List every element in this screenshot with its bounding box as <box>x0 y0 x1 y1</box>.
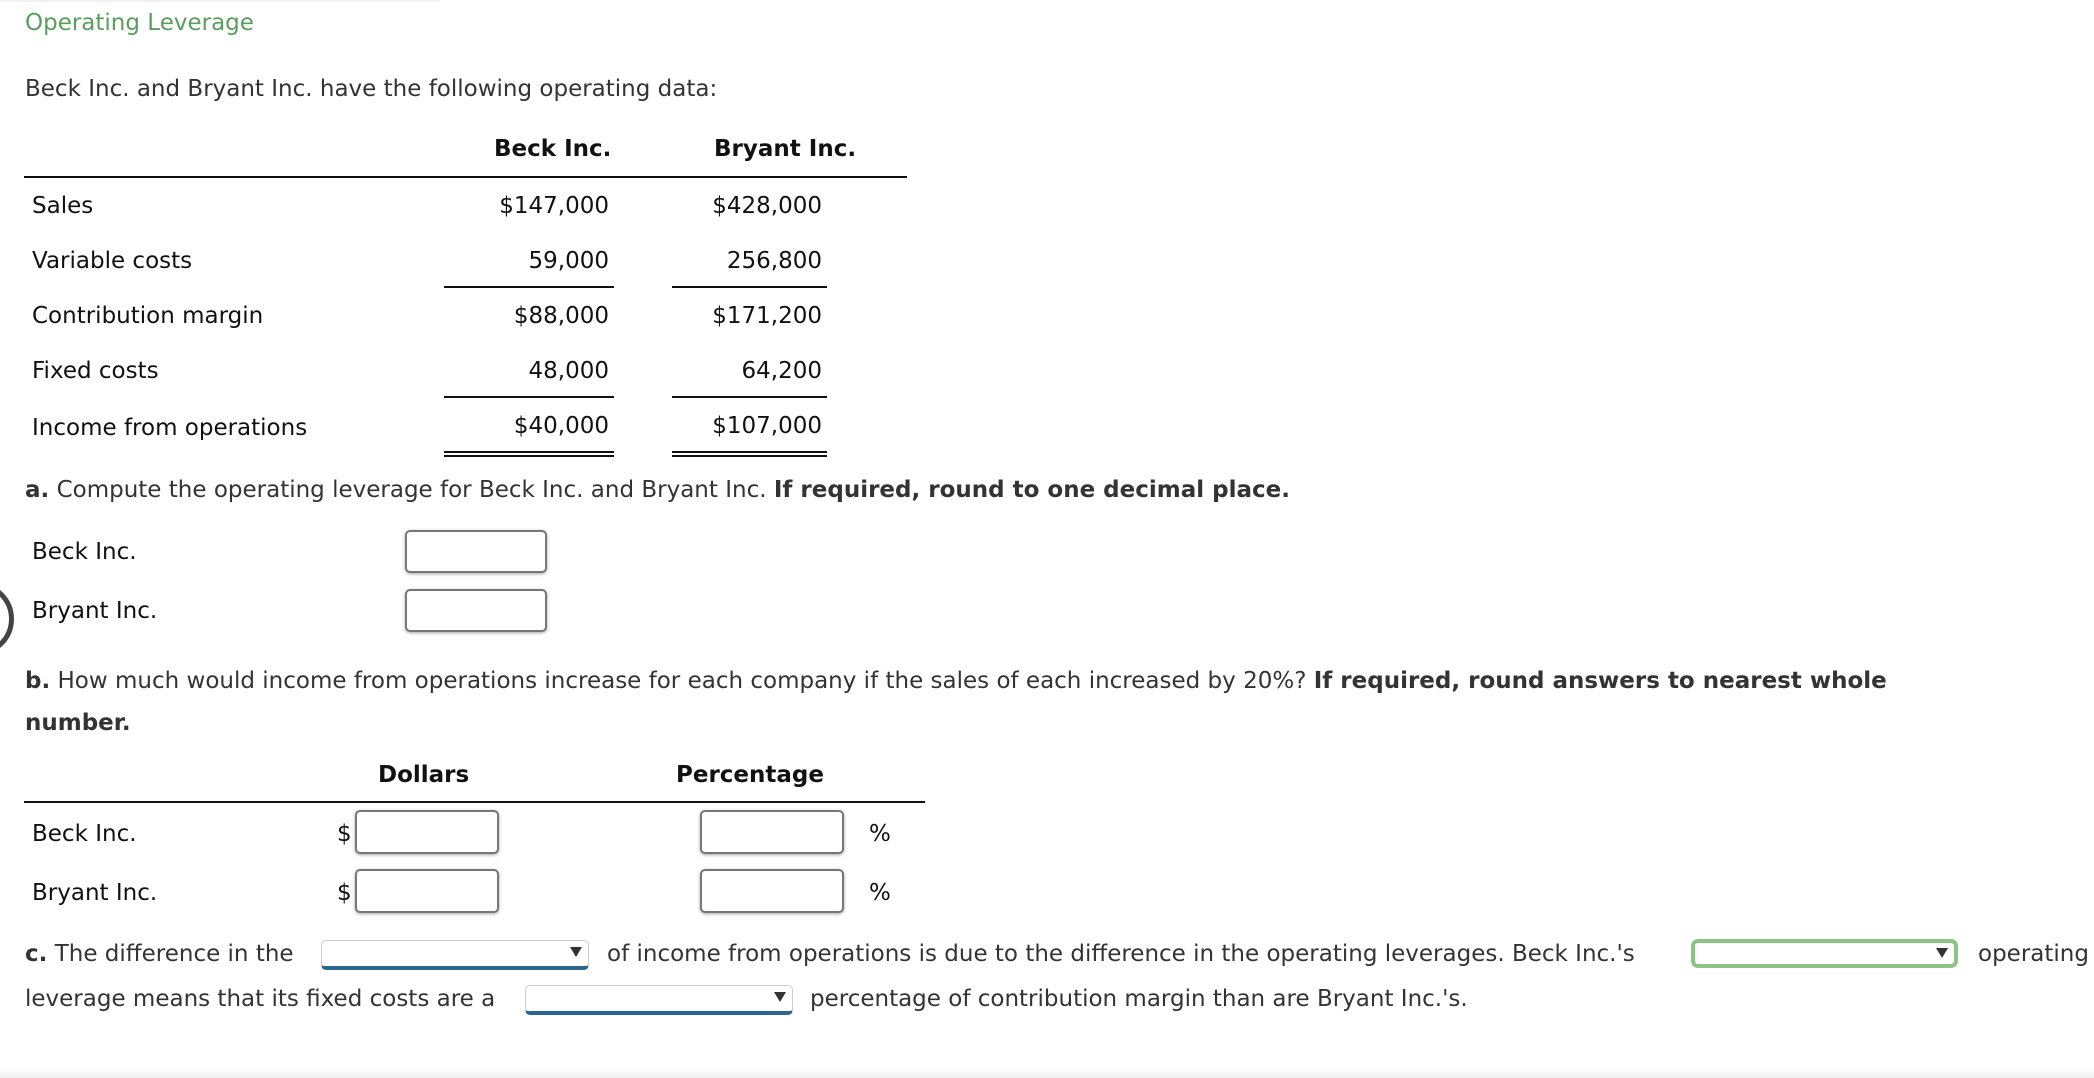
dropdown-arrow-icon <box>1936 948 1948 958</box>
question-b-text: How much would income from operations increase for each company if the sales of each increased by 20%? <box>57 668 1307 694</box>
col-header-bryant: Bryant Inc. <box>714 136 857 162</box>
question-c-text2: of income from operations is due to the difference in the operating leverages. Beck Inc.'s <box>607 941 1635 967</box>
beck-sales: $147,000 <box>499 193 609 219</box>
beck-fixed-costs: 48,000 <box>528 358 609 384</box>
col-header-percentage: Percentage <box>676 762 824 788</box>
part-b-label-bryant: Bryant Inc. <box>32 880 158 906</box>
question-a-text: Compute the operating leverage for Beck Inc. and Bryant Inc. <box>56 477 767 503</box>
bryant-contribution-margin: $171,200 <box>712 303 822 329</box>
question-c-text1: The difference in the <box>54 941 294 967</box>
question-b-instruction: If required, round answers to nearest whole <box>1313 668 1887 694</box>
question-c-text4: leverage means that its fixed costs are a <box>25 986 496 1012</box>
question-c-text5: percentage of contribution margin than are Bryant Inc.'s. <box>810 986 1468 1012</box>
bryant-variable-costs: 256,800 <box>726 248 822 274</box>
row-label-fixed-costs: Fixed costs <box>32 358 159 384</box>
total-double-rule <box>672 451 827 457</box>
edge-circle-decoration <box>0 582 14 656</box>
row-label-contribution-margin: Contribution margin <box>32 303 264 329</box>
intro-text: Beck Inc. and Bryant Inc. have the following operating data: <box>25 76 718 102</box>
dropdown-arrow-icon <box>774 992 786 1002</box>
bottom-divider <box>0 1068 2094 1078</box>
question-a-instruction: If required, round to one decimal place. <box>773 477 1290 503</box>
beck-operating-leverage-input[interactable] <box>405 530 547 573</box>
beck-income: $40,000 <box>513 413 609 439</box>
percent-sign: % <box>869 880 891 906</box>
question-c-text3: operating <box>1978 941 2089 967</box>
question-c-line1-start <box>25 941 294 967</box>
subtotal-rule <box>444 396 614 398</box>
col-header-dollars: Dollars <box>378 762 470 788</box>
fixed-cost-percentage-dropdown[interactable] <box>525 985 793 1015</box>
total-double-rule <box>444 451 614 457</box>
top-divider <box>0 0 440 2</box>
subtotal-rule <box>444 286 614 288</box>
question-a <box>25 477 1290 503</box>
page-title: Operating Leverage <box>25 10 254 36</box>
part-b-header-rule <box>24 801 925 803</box>
bryant-dollar-increase-input[interactable] <box>355 869 499 913</box>
bryant-income: $107,000 <box>712 413 822 439</box>
row-label-variable-costs: Variable costs <box>32 248 193 274</box>
part-b-label-beck: Beck Inc. <box>32 821 137 847</box>
bryant-fixed-costs: 64,200 <box>741 358 822 384</box>
question-b-letter: b. <box>25 668 51 694</box>
beck-contribution-margin: $88,000 <box>513 303 609 329</box>
row-label-income-from-operations: Income from operations <box>32 415 308 441</box>
subtotal-rule <box>672 286 827 288</box>
dollar-sign: $ <box>337 821 352 847</box>
percent-sign: % <box>869 821 891 847</box>
beck-percent-increase-input[interactable] <box>700 810 844 854</box>
question-b <box>25 660 2065 744</box>
beck-leverage-dropdown[interactable] <box>1691 939 1958 968</box>
dollar-sign: $ <box>337 880 352 906</box>
part-a-label-beck: Beck Inc. <box>32 539 137 565</box>
beck-variable-costs: 59,000 <box>528 248 609 274</box>
beck-dollar-increase-input[interactable] <box>355 810 499 854</box>
subtotal-rule <box>672 396 827 398</box>
dropdown-arrow-icon <box>570 947 582 957</box>
question-b-instruction-cont: number. <box>25 710 131 736</box>
question-c-letter: c. <box>25 941 48 967</box>
bryant-sales: $428,000 <box>712 193 822 219</box>
row-label-sales: Sales <box>32 193 94 219</box>
bryant-percent-increase-input[interactable] <box>700 869 844 913</box>
difference-type-dropdown[interactable] <box>321 940 589 970</box>
question-a-letter: a. <box>25 477 50 503</box>
part-a-label-bryant: Bryant Inc. <box>32 598 158 624</box>
bryant-operating-leverage-input[interactable] <box>405 589 547 632</box>
col-header-beck: Beck Inc. <box>494 136 612 162</box>
header-rule <box>24 176 907 178</box>
